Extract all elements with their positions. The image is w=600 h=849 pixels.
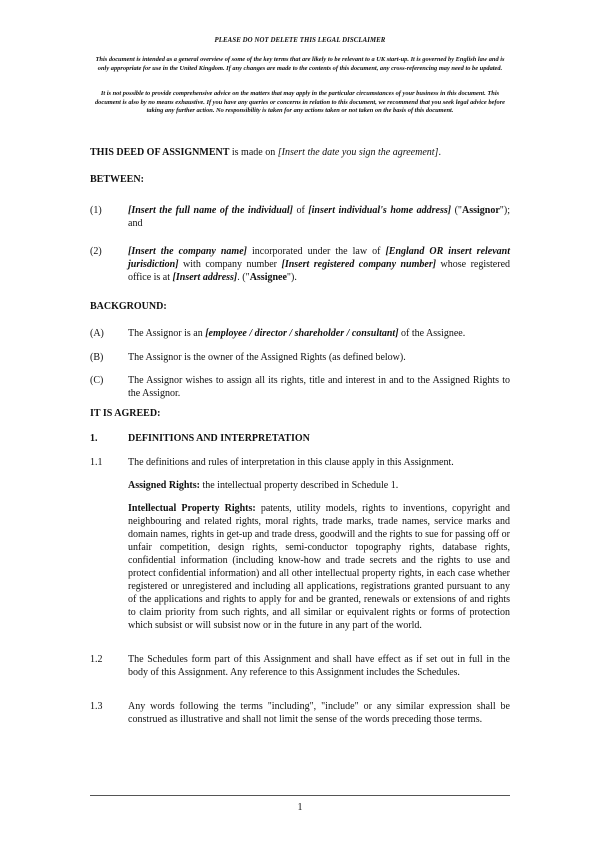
background-c-number: (C) [90,375,104,386]
agreed-heading: IT IS AGREED: [90,408,161,419]
clause-1-3-text: Any words following the terms "including", "include" or any similar expression shall be construed as illustrative and shall not limit the sense of the words preceding those terms. [128,701,510,725]
party-2-office-label: whose registered office is at [128,259,511,283]
deed-title-bold: THIS DEED OF ASSIGNMENT [90,147,230,158]
background-b-text: The Assignor is the owner of the Assigned Rights (as defined below). [128,352,406,363]
deed-date-placeholder: [Insert the date you sign the agreement] [277,147,439,158]
background-a-pre: The Assignor is an [128,328,206,339]
disclaimer-title: PLEASE DO NOT DELETE THIS LEGAL DISCLAIMER [214,37,386,44]
background-heading: BACKGROUND: [90,301,167,312]
background-a-post: of the Assignee. [398,328,466,339]
party-2-end: "). [286,272,297,283]
background-a-number: (A) [90,328,104,339]
party-1-quote-open: (" [451,205,462,216]
party-2-text [128,245,510,284]
ipr-term: Intellectual Property Rights: [128,503,256,514]
party-2-company-placeholder: [Insert the company name] [128,246,247,257]
assignor-term: Assignor [461,205,500,216]
ipr-definition: patents, utility models, rights to inventions, copyright and neighbouring and related rights, moral rights, trade marks, trade names, service marks and domain names, rights in get-up and trade dress, goodwill and the rights to sue for passing off or unfair competition, design rights, semi-conductor topography rights, database rights, confidential information (including know-how and trade secrets and the rights to use and protect confidential information) and all other intellectual property rights, in each case whether registered or unregistered and including all applications, registrations granted pursuant to any of the applications and rights to apply for and be granted, renewals or extensions of and rights to claim priority from such rights, and all similar or equivalent rights or forms of protection which subsist or will subsist now or in the future in any part of the world. [128,503,511,631]
section-1-title: DEFINITIONS AND INTERPRETATION [128,433,310,444]
background-a-text [128,327,510,340]
party-2-number: (2) [90,246,102,257]
assigned-rights-term: Assigned Rights: [128,480,200,491]
party-2-company-number-label: with company number [178,259,282,270]
section-1-number: 1. [90,433,98,444]
background-b-number: (B) [90,352,104,363]
definition-assigned-rights [128,479,510,492]
deed-title [90,146,510,159]
clause-1-1-text: The definitions and rules of interpretation in this clause apply in this Assignment. [128,457,454,468]
clause-1-2-number: 1.2 [90,654,103,665]
party-2-address-placeholder: [Insert address] [172,272,238,283]
assigned-rights-definition: the intellectual property described in Schedule 1. [199,480,399,491]
clause-1-2-text: The Schedules form part of this Assignment and shall have effect as if set out in full in the body of this Assignment. Any reference to this Assignment includes the Schedules. [128,654,510,678]
assignee-term: Assignee [249,272,287,283]
disclaimer-paragraph-2: It is not possible to provide comprehensive advice on the matters that may apply in the particular circumstances of your business in this document. This document is also by no means exhaustive. If you have any queries or concerns in relation to this document, we recommend that you seek legal advice before taking any further action. No responsibility is taken for any actions taken or not taken on the basis of this document. [94,90,506,115]
footer-divider [90,795,510,796]
background-c-text: The Assignor wishes to assign all its rights, title and interest in and to the Assigned Rights to the Assignor. [128,375,510,399]
party-1-number: (1) [90,205,102,216]
party-1-address-placeholder: [insert individual's home address] [308,205,452,216]
clause-1-1-number: 1.1 [90,457,103,468]
deed-title-end: . [438,147,441,158]
party-1-end: "); and [128,205,510,229]
definition-ipr [128,502,510,632]
disclaimer-paragraph-1: This document is intended as a general overview of some of the key terms that are likely to be relevant to a UK start-up. It is governed by English law and is only appropriate for use in the United Kingdom. If any changes are made to the contents of this document, any cross-referencing may need to be updated. [95,56,505,72]
deed-title-mid: is made on [229,147,278,158]
party-1-text [128,204,510,230]
party-2-jurisdiction-placeholder: [England OR insert relevant jurisdiction] [128,246,510,270]
between-heading: BETWEEN: [90,174,144,185]
party-2-quote-open: . (" [237,272,250,283]
assignor-role-placeholder: [employee / director / shareholder / consultant] [205,328,399,339]
party-2-incorporated: incorporated under the law of [246,246,386,257]
page-number: 1 [297,802,303,813]
clause-1-3-number: 1.3 [90,701,103,712]
party-1-of: of [292,205,309,216]
party-2-company-number-placeholder: [Insert registered company number] [281,259,437,270]
party-1-name-placeholder: [Insert the full name of the individual] [128,205,293,216]
